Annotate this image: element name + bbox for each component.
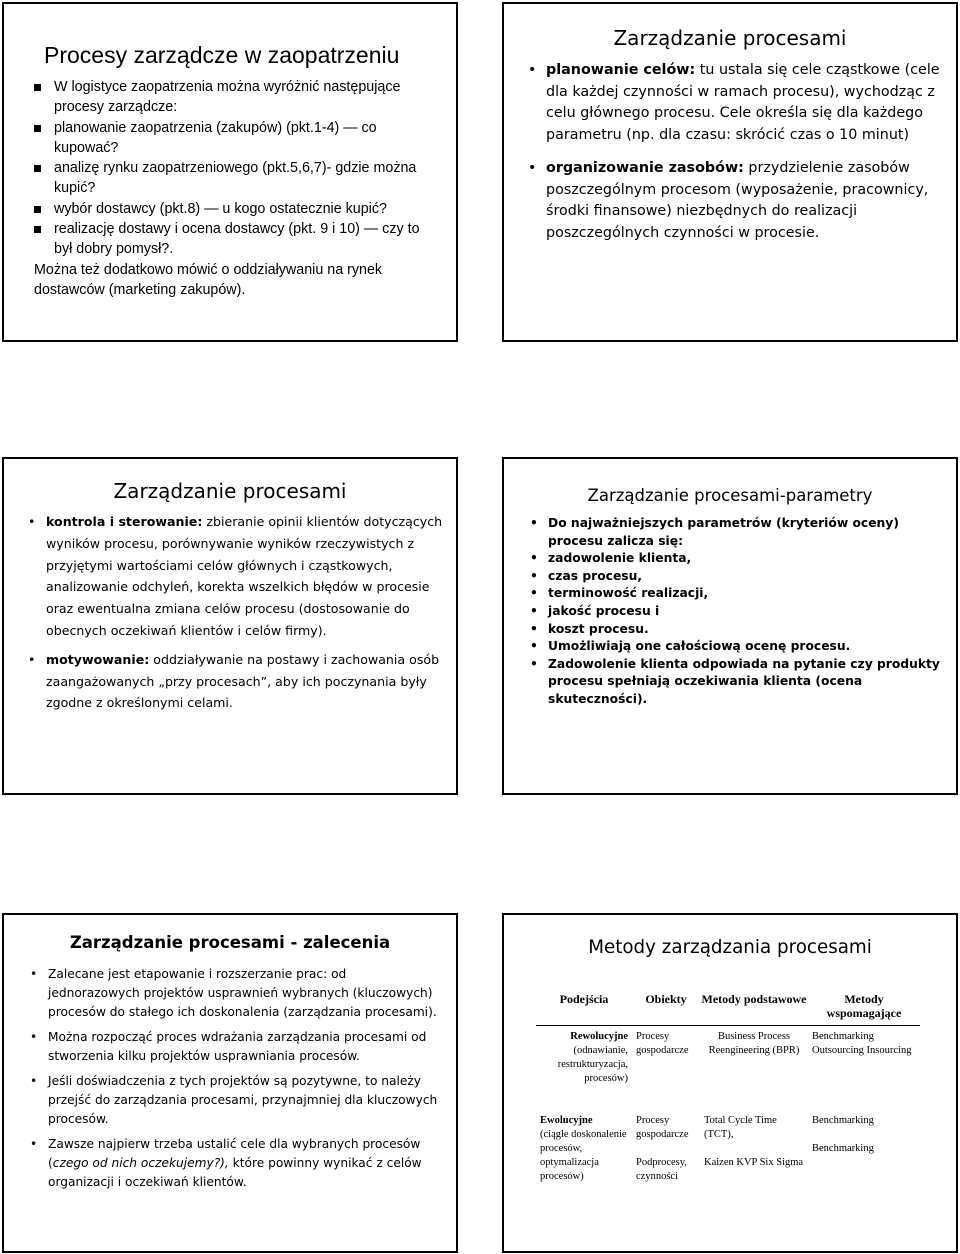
bullet-icon: • bbox=[530, 621, 538, 636]
list-item: • Umożliwiają one całościową ocenę procesu. bbox=[526, 638, 946, 656]
table-cell: Benchmarking Outsourcing Insourcing bbox=[812, 1031, 912, 1056]
slide-parametry bbox=[502, 457, 958, 795]
list-item: • planowanie celów: tu ustala się cele cząstkowe (cele dla każdej czynności w ramach procesu), wychodząc z celu głównego procesu. Cele określa się dla każdego parametru (np. dla czasu: skrócić czas o 10 minut) bbox=[528, 62, 940, 143]
bullet-list bbox=[34, 77, 438, 260]
bullet-icon: • bbox=[30, 1030, 38, 1044]
list-item: • koszt procesu. bbox=[526, 621, 946, 639]
list-item: • Zalecane jest etapowanie i rozszerzanie prac: od jednorazowych projektów usprawnień wybranych (kluczowych) procesów do stałego ich doskonalenia (zarządzania procesami). bbox=[30, 967, 437, 1019]
column-header: Obiekty bbox=[632, 987, 700, 1026]
square-bullet-icon bbox=[34, 165, 41, 172]
list-item: planowanie zaopatrzenia (zakupów) (pkt.1-4) — co kupować? bbox=[34, 118, 438, 159]
column-header: Metody podstawowe bbox=[700, 987, 808, 1026]
slide-title: Zarządzanie procesami - zalecenia bbox=[69, 933, 391, 952]
list-item: • terminowość realizacji, bbox=[526, 585, 946, 603]
slide-title: Zarządzanie procesami bbox=[113, 479, 347, 503]
slide-zarzadzanie-procesami-1 bbox=[502, 2, 958, 342]
square-bullet-icon bbox=[34, 206, 41, 213]
table-cell: Business Process Reengineering (BPR) bbox=[708, 1031, 800, 1056]
table-row bbox=[536, 1026, 920, 1091]
slide-zalecenia bbox=[2, 913, 458, 1253]
bullet-list bbox=[524, 60, 944, 256]
bullet-icon: • bbox=[528, 62, 537, 78]
slide-metody bbox=[502, 913, 958, 1253]
bullet-icon: • bbox=[530, 639, 538, 654]
list-item: • zadowolenie klienta, bbox=[526, 550, 946, 568]
bullet-icon: • bbox=[530, 586, 538, 601]
bullet-icon: • bbox=[530, 656, 538, 671]
list-item: • motywowanie: oddziaływanie na postawy i zachowania osób zaangażowanych „przy procesach”, aby ich poczynania były zgodne z określonymi celami. bbox=[24, 649, 444, 714]
bullet-icon: • bbox=[30, 1074, 38, 1088]
list-item: • kontrola i sterowanie: zbieranie opinii klientów dotyczących wyników procesu, porównywanie wyników rzeczywistych z przyjętymi wartościami celów głównych i cząstkowych, analizowanie odchyleń, korekta wszelkich błędów w procesie oraz ewentualna zmiana celów procesu (dostosowanie do obecnych oczekiwań klientów i celów firmy). bbox=[24, 511, 444, 642]
list-item: • Jeśli doświadczenia z tych projektów są pozytywne, to należy przejść do zarządzania procesami, przynajmniej dla kluczowych procesów. bbox=[30, 1074, 438, 1126]
bullet-icon: • bbox=[28, 514, 36, 529]
bullet-icon: • bbox=[30, 967, 38, 981]
table-cell: Total Cycle Time (TCT), Kaizen KVP Six Sigma bbox=[704, 1115, 804, 1168]
bullet-icon: • bbox=[530, 516, 538, 530]
list-item: • Można rozpocząć proces wdrażania zarządzania procesami od stworzenia kilku projektów usprawniania procesów. bbox=[30, 1030, 427, 1063]
table-row bbox=[536, 1110, 920, 1188]
bullet-list bbox=[526, 515, 946, 709]
table-cell: Rewolucyjne (odnawianie, restrukturyzacja, procesów) bbox=[557, 1031, 628, 1084]
methods-table bbox=[536, 987, 920, 1188]
bullet-list bbox=[26, 965, 441, 1198]
list-item: • Do najważniejszych parametrów (kryteriów oceny) procesu zalicza się: bbox=[530, 516, 899, 548]
list-item: • Zawsze najpierw trzeba ustalić cele dla wybranych procesów (czego od nich oczekujemy?), które powinny wynikać z celów organizacji i oczekiwań klientów. bbox=[30, 1137, 422, 1189]
list-item: analizę rynku zaopatrzeniowego (pkt.5,6,7)- gdzie można kupić? bbox=[34, 158, 438, 199]
bullet-icon: • bbox=[528, 160, 537, 176]
bullet-icon: • bbox=[530, 603, 538, 618]
bullet-icon: • bbox=[530, 568, 538, 583]
column-header: Podejścia bbox=[536, 987, 632, 1026]
square-bullet-icon bbox=[34, 125, 41, 132]
slide-title: Zarządzanie procesami-parametry bbox=[587, 486, 873, 505]
slide-title: Procesy zarządcze w zaopatrzeniu bbox=[44, 42, 400, 68]
table-cell: Procesy gospodarcze bbox=[636, 1031, 689, 1056]
bullet-icon: • bbox=[30, 1137, 38, 1151]
bullet-list bbox=[24, 511, 444, 721]
column-header: Metody wspomagające bbox=[808, 987, 920, 1026]
square-bullet-icon bbox=[34, 226, 41, 233]
bullet-icon: • bbox=[530, 551, 538, 566]
list-item: • organizowanie zasobów: przydzielenie zasobów poszczególnym procesom (wyposażenie, pracownicy, środki finansowe) niezbędnych do realizacji poszczególnych czynności w procesie. bbox=[528, 160, 929, 241]
table-cell: Procesy gospodarcze Podprocesy, czynności bbox=[636, 1115, 689, 1182]
list-item: • Zadowolenie klienta odpowiada na pytanie czy produkty procesu spełniają oczekiwania klienta (ocena skuteczności). bbox=[530, 656, 940, 706]
table-cell: Benchmarking Benchmarking bbox=[812, 1115, 874, 1154]
table-header-row bbox=[536, 987, 920, 1026]
slide-zarzadzanie-procesami-2 bbox=[2, 457, 458, 795]
square-bullet-icon bbox=[34, 84, 41, 91]
slide-title: Zarządzanie procesami bbox=[613, 26, 847, 50]
paragraph: Można też dodatkowo mówić o oddziaływaniu na rynek dostawców (marketing zakupów). bbox=[34, 262, 383, 299]
list-item: wybór dostawcy (pkt.8) — u kogo ostatecznie kupić? bbox=[34, 199, 438, 219]
bullet-icon: • bbox=[28, 651, 36, 667]
table-cell: Ewolucyjne (ciągłe doskonalenie procesów, optymalizacja procesów) bbox=[540, 1115, 627, 1182]
slide-title: Metody zarządzania procesami bbox=[588, 937, 872, 958]
list-item: realizację dostawy i ocena dostawcy (pkt. 9 i 10) — czy to był dobry pomysł?. bbox=[34, 219, 438, 260]
list-item: • jakość procesu i bbox=[526, 603, 946, 621]
list-item: • czas procesu, bbox=[526, 568, 946, 586]
list-item: W logistyce zaopatrzenia można wyróżnić następujące procesy zarządcze: bbox=[34, 77, 438, 118]
slide-procesy-zarzadcze bbox=[2, 2, 458, 342]
